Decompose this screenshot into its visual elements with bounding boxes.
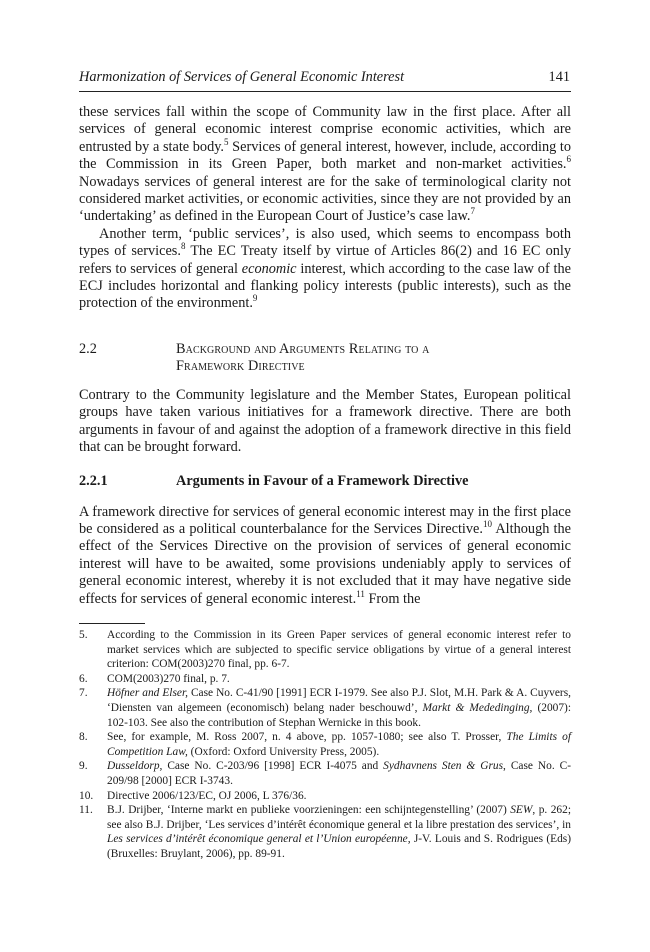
footnote-number: 5.	[79, 629, 88, 641]
footnote: 9. Dusseldorp, Case No. C-203/96 [1998] ECR I-4075 and Sydhavnens Sten & Grus, Case No. C-209/98 [2000] ECR I-3743.	[79, 760, 571, 787]
footnote: 7. Höfner and Elser, Case No. C-41/90 [1991] ECR I-1979. See also P.J. Slot, M.H. Park & A. Cuyvers, ‘Diensten van algemeen (economisch) belang nader beschouwd’, Markt & Mededinging, (2007): 102-103. See also the contribution of Stephan Wernicke in this book.	[79, 687, 571, 729]
footnotes	[79, 628, 571, 862]
subsection-number: 2.2.1	[79, 472, 108, 489]
footnote: 5. According to the Commission in its Green Paper services of general economic interest refer to market services which are subjected to specific service obligations by virtue of a general interest criterion: COM(2003)270 final, pp. 6-7.	[79, 629, 571, 671]
footnote-ref[interactable]: 10	[482, 519, 492, 530]
footnote-ref[interactable]: 7	[470, 206, 475, 217]
footnote-ref[interactable]: 5	[224, 137, 229, 148]
footnote-ref[interactable]: 6	[566, 154, 571, 165]
footnote-ref[interactable]: 9	[252, 293, 258, 304]
footnote-ref[interactable]: 8	[180, 241, 186, 252]
emphasis: economic	[241, 260, 297, 277]
main-text	[79, 104, 571, 608]
footnote-number: 7.	[79, 687, 88, 700]
paragraph: these services fall within the scope of Community law in the first place. After all services of general economic interest comprise economic activities, which are entrusted by a state body.$^5$ Services of general interest, however, include, according to the Commission in its Green Paper, both market and non-market activities.$^6$ Nowadays services of general interest are for the sake of terminological clarity not considered market activities, or economic activities, since they are not provided by an ‘undertaking’ as defined in the European Court of Justice’s case law.$^7$	[79, 104, 571, 225]
footnote: 11. B.J. Drijber, ‘Interne markt en publieke voorzieningen: een schijntegenstelling’ (2007) SEW, p. 262; see also B.J. Drijber, ‘Les services d’intérêt économique general et la libre prestation des services’, in Les services d’intérêt économique general et l’Union européenne, J-V. Louis and S. Rodrigues (Eds) (Bruxelles: Bruylant, 2006), pp. 89-91.	[79, 804, 571, 860]
footnote: 10. Directive 2006/123/EC, OJ 2006, L 376/36.	[79, 789, 307, 802]
footnote-number: 11.	[79, 804, 93, 817]
page-number: 141	[548, 69, 570, 85]
running-title: Harmonization of Services of General Economic Interest	[79, 69, 405, 85]
footnote-separator	[79, 623, 145, 624]
paragraph: A framework directive for services of general economic interest may in the first place be considered as a political counterbalance for the Services Directive.$^{10}$ Although the effect of the Services Directive on the provision of services of general economic interest will have to be awaited, some provisions undeniably apply to services of general economic interest, whereby it is not excluded that it may have negative side effects for services of general economic interest.$^{11}$ From the	[79, 503, 572, 607]
footnote-number: 6.	[79, 672, 88, 685]
section-number: 2.2	[79, 340, 97, 357]
subsection-title: Arguments in Favour of a Framework Directive	[176, 472, 469, 489]
footnote: 8. See, for example, M. Ross 2007, n. 4 above, pp. 1057-1080; see also T. Prosser, The Limits of Competition Law, (Oxford: Oxford University Press, 2005).	[79, 731, 571, 758]
paragraph: Another term, ‘public services’, is also used, which seems to encompass both types of services.$^8$ The EC Treaty itself by virtue of Articles 86(2) and 16 EC only refers to services of general economic interest, which according to the case law of the ECJ includes horizontal and flanking policy interests (public interests), such as the protection of the environment.$^9$	[79, 225, 571, 312]
section-title: Background and Arguments Relating to a Framework Directive	[176, 340, 430, 375]
footnote: 6. COM(2003)270 final, p. 7.	[79, 672, 230, 685]
running-header	[79, 69, 571, 92]
subsection-heading	[79, 473, 571, 490]
footnote-number: 10.	[79, 789, 94, 802]
footnote-number: 8.	[79, 731, 88, 744]
paragraph: Contrary to the Community legislature and the Member States, European political groups have taken various initiatives for a framework directive. There are both arguments in favour of and against the adoption of a framework directive in this field that can be brought forward.	[79, 386, 571, 456]
footnote-ref[interactable]: 11	[356, 588, 365, 599]
section-heading	[79, 341, 571, 377]
footnote-number: 9.	[79, 760, 88, 773]
